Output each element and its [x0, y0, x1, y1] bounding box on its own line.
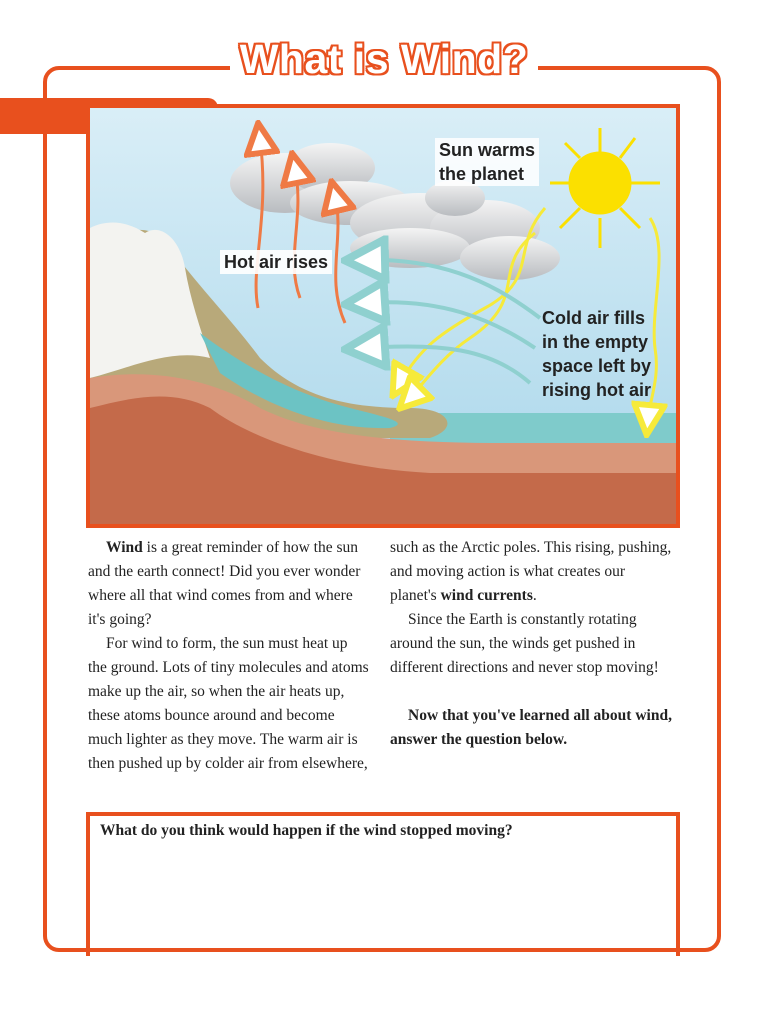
label-sun-warms: Sun warms the planet: [435, 138, 539, 186]
question-text: What do you think would happen if the wind stopped moving?: [100, 822, 513, 839]
text-column-left: [88, 536, 370, 776]
paragraph-formation: For wind to form, the sun must heat up the ground. Lots of tiny molecules and atoms make up the air, so when the air heats up, these atoms bounce around and become much lighter as they move. The warm air is then pushed up by colder air from elsewhere,: [88, 635, 369, 772]
page-title: What is Wind?: [0, 36, 768, 83]
text-column-right: [390, 536, 672, 752]
paragraph-intro: Wind is a great reminder of how the sun and the earth connect! Did you ever wonder where all that wind comes from and where it's going?: [88, 539, 361, 628]
question-box[interactable]: [86, 812, 680, 956]
paragraph-formation-continued: such as the Arctic poles. This rising, pushing, and moving action is what creates our planet's wind currents.: [390, 539, 672, 604]
label-hot-air-rises: Hot air rises: [220, 250, 332, 274]
label-cold-air-fills: Cold air fills in the empty space left by rising hot air: [542, 308, 652, 400]
wind-diagram: [86, 104, 680, 528]
paragraph-instruction: Now that you've learned all about wind, answer the question below.: [390, 707, 672, 748]
paragraph-rotation: Since the Earth is constantly rotating around the sun, the winds get pushed in different directions and never stop moving!: [390, 611, 659, 676]
